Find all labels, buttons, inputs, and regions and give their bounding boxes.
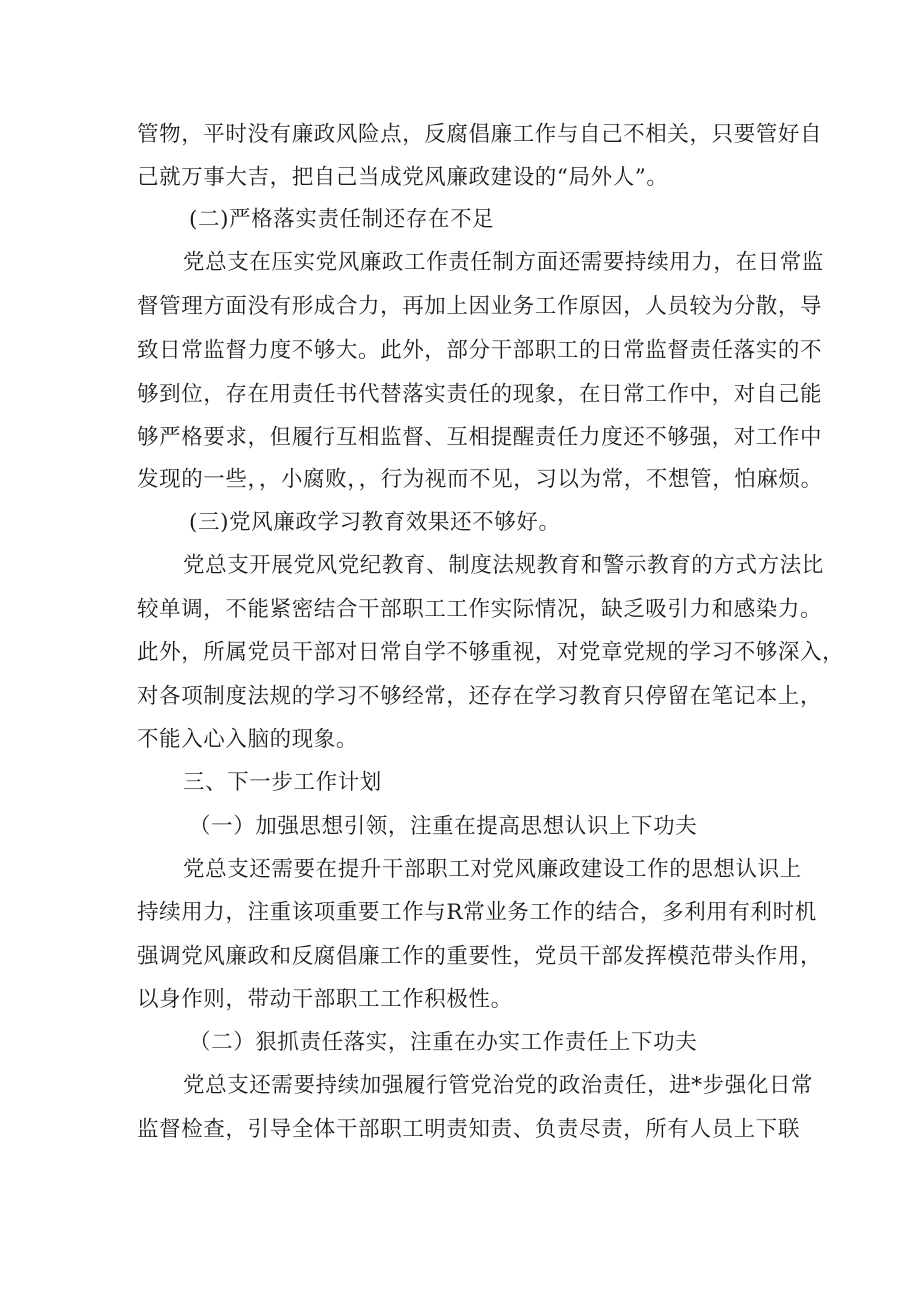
subheading-1: （一）加强思想引领，注重在提高思想认识上下功夫 [189, 814, 698, 839]
text-line-6: 致日常监督力度不够大。此外，部分干部职工的日常监督责任落实的不 [137, 338, 823, 363]
text-line-9: 发现的一些，，小腐败，，行为视而不见，习以为常，不想管，怕麻烦。 [137, 467, 823, 492]
text-line-1: 管物，平时没有廉政风险点，反腐倡廉工作与自己不相关，只要管好自 [137, 122, 823, 147]
text-line-19: 持续用力，注重该项重要工作与R常业务工作的结合，多利用有利时机 [137, 900, 817, 925]
text-line-15: 不能入心入脑的现象。 [137, 727, 359, 752]
chapter-heading: 三、下一步工作计划 [183, 770, 382, 795]
text-line-11: 党总支开展党风党纪教育、制度法规教育和警示教育的方式方法比 [183, 553, 824, 578]
text-line-4: 党总支在压实党风廉政工作责任制方面还需要持续用力，在日常监 [183, 250, 824, 275]
text-line-21: 以身作则，带动干部职工工作积极性。 [137, 987, 513, 1012]
text-line-18: 党总支还需要在提升干部职工对党风廉政建设工作的思想认识上 [183, 857, 802, 882]
subheading-2: （二）狠抓责任落实，注重在办实工作责任上下功夫 [189, 1030, 698, 1055]
text-line-20: 强调党风廉政和反腐倡廉工作的重要性，党员干部发挥模范带头作用， [137, 944, 823, 969]
text-line-13: 此外，所属党员干部对日常自学不够重视，对党章党规的学习不够深入， [137, 640, 845, 665]
section-heading-2: (二)严格落实责任制还存在不足 [189, 207, 495, 232]
text-line-2: 己就万事大吉，把自己当成党风廉政建设的“局外人”。 [137, 165, 669, 190]
text-line-23: 党总支还需要持续加强履行管党治党的政治责任，进*步强化日常 [183, 1073, 814, 1098]
text-line-24: 监督检查，引导全体干部职工明责知责、负责尽责，所有人员上下联 [137, 1117, 801, 1142]
text-line-7: 够到位，存在用责任书代替落实责任的现象，在日常工作中，对自己能 [137, 382, 823, 407]
text-line-8: 够严格要求，但履行互相监督、互相提醒责任力度还不够强，对工作中 [137, 425, 823, 450]
text-line-14: 对各项制度法规的学习不够经常，还存在学习教育只停留在笔记本上， [137, 684, 823, 709]
text-line-12: 较单调，不能紧密结合干部职工工作实际情况，缺乏吸引力和感染力。 [137, 597, 823, 622]
text-line-5: 督管理方面没有形成合力，再加上因业务工作原因，人员较为分散，导 [137, 294, 823, 319]
section-heading-3: (三)党风廉政学习教育效果还不够好。 [189, 510, 561, 535]
